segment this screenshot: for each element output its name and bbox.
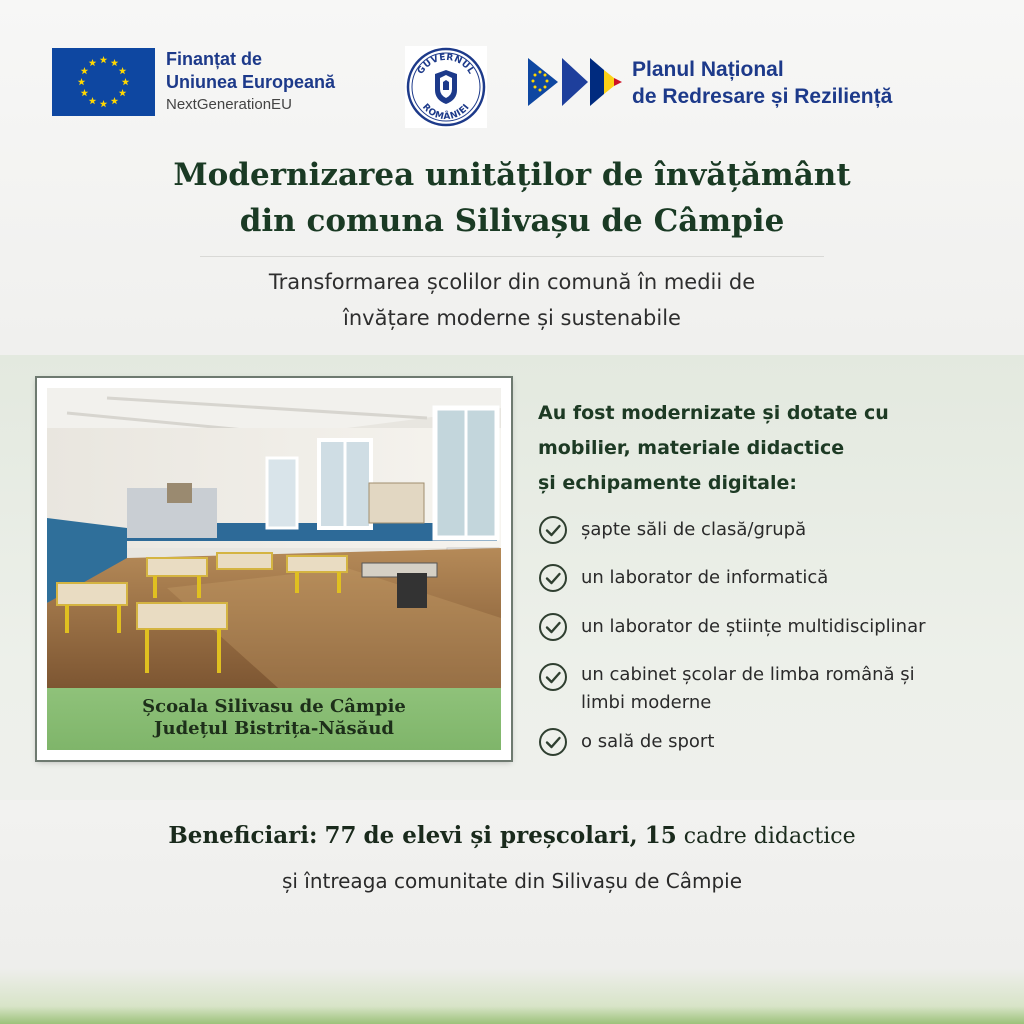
pnrr-line2: de Redresare și Reziliență xyxy=(632,85,893,108)
subtitle-line2: învățare moderne și sustenabile xyxy=(343,306,681,330)
title-line1: Modernizarea unităților de învățământ xyxy=(173,157,851,193)
svg-text:GUVERNUL: GUVERNUL xyxy=(415,52,477,77)
teachers-text: cadre didactice xyxy=(683,824,856,849)
caption-county: Județul Bistrița-Năsăud xyxy=(153,718,394,739)
list-item-text: un laborator de informatică xyxy=(581,567,829,588)
check-circle-icon xyxy=(538,727,568,757)
beneficiaries-line1 xyxy=(0,816,1024,857)
list-item-text: un laborator de științe multidisciplinar xyxy=(581,616,926,637)
pupils-text: de elevi și preșcolari, xyxy=(363,822,638,849)
equipment-intro xyxy=(538,396,998,501)
title-line2: din comuna Silivașu de Câmpie xyxy=(239,203,785,239)
svg-text:ROMÂNIEI: ROMÂNIEI xyxy=(420,102,472,123)
government-seal-icon xyxy=(405,46,487,128)
beneficiaries-line2: și întreaga comunitate din Silivașu de Câmpie xyxy=(281,869,743,893)
beneficiaries xyxy=(0,816,1024,901)
photo-caption xyxy=(47,688,501,750)
pnrr-line1: Planul Național xyxy=(632,58,784,81)
check-circle-icon xyxy=(538,515,568,545)
check-circle-icon xyxy=(538,612,568,642)
school-photo-card xyxy=(37,378,511,760)
eu-funding-text xyxy=(166,48,396,116)
teachers-count: 15 xyxy=(644,822,677,849)
classroom-photo xyxy=(47,388,501,696)
caption-school-name: Școala Silivasu de Câmpie xyxy=(142,696,406,717)
intro-line2: mobilier, materiale didactice xyxy=(538,437,845,459)
list-item-text: șapte săli de clasă/grupă xyxy=(581,519,807,540)
title-divider xyxy=(200,256,824,257)
intro-line1: Au fost modernizate și dotate cu xyxy=(538,402,889,424)
pupils-count: 77 xyxy=(324,822,357,849)
eu-line1: Finanțat de xyxy=(166,49,263,69)
beneficiaries-label: Beneficiari: xyxy=(168,822,318,849)
pnrr-text xyxy=(632,56,892,110)
eu-flag-icon xyxy=(52,48,155,116)
check-circle-icon xyxy=(538,662,568,692)
eu-line3: NextGenerationEU xyxy=(166,96,292,113)
pnrr-logo-icon xyxy=(528,56,624,108)
page-title xyxy=(0,152,1024,244)
list-item-text: un cabinet școlar de limba română și xyxy=(581,664,915,685)
eu-line2: Uniunea Europeană xyxy=(166,72,336,92)
list-item-text-continued: limbi moderne xyxy=(581,692,712,713)
intro-line3: și echipamente digitale: xyxy=(538,472,797,494)
check-circle-icon xyxy=(538,563,568,593)
page-subtitle xyxy=(0,264,1024,336)
subtitle-line1: Transformarea școlilor din comună în medii de xyxy=(268,270,756,294)
list-item-text: o sală de sport xyxy=(581,731,715,752)
